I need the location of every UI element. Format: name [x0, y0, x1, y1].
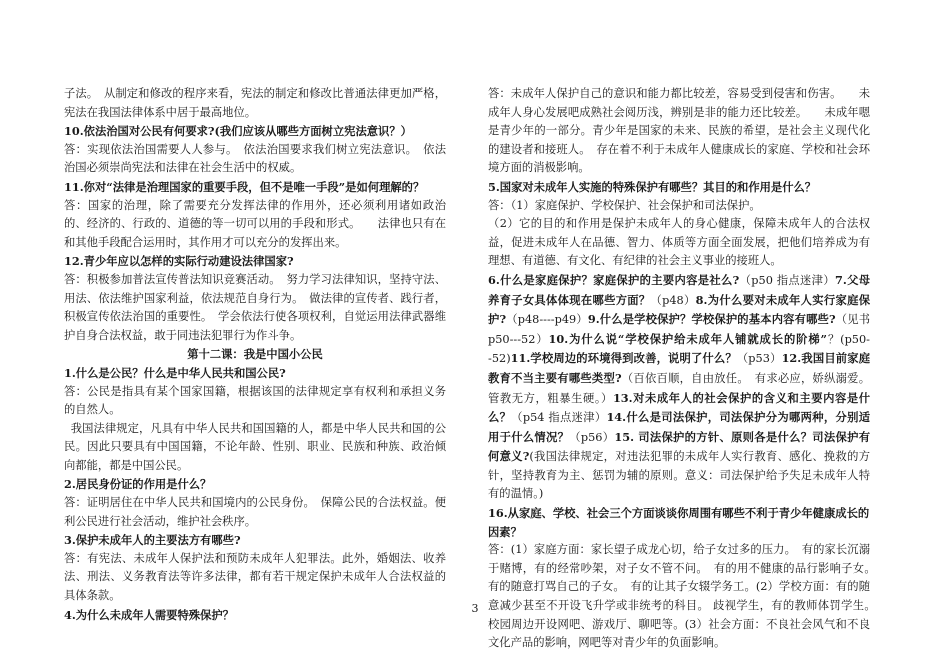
- left-column: [64, 85, 446, 624]
- question-heading: 2.居民身份证的作用是什么？: [64, 477, 212, 492]
- question-inline: 6.什么是家庭保护？家庭保护的主要内容是社么?: [488, 272, 740, 287]
- question-inline: 7.父母养育子女具体体现在哪些方面？: [488, 272, 871, 307]
- page-number: 3: [471, 602, 479, 615]
- page-ref: （p50 指点迷津）: [739, 273, 835, 287]
- answer-text: 答：实现依法治国需要人人参与。 依法治国要求我们树立宪法意识。 依法治国必须崇尚宪法和法律在社会生活中的权威。: [64, 142, 446, 175]
- right-column: [488, 85, 882, 653]
- question-inline: 8.为什么要对未成年人实行家庭保护?: [488, 292, 870, 327]
- page-ref: （p48）: [650, 293, 696, 307]
- question-list: [488, 271, 870, 504]
- question-heading: 11.你对“法律是治理国家的重要手段，但不是唯一手段”是如何理解的？: [64, 179, 425, 194]
- question-heading: 5.国家对未成年人实施的特殊保护有哪些？其目的和作用是什么？: [488, 179, 817, 194]
- answer-text: 答：证明居住在中华人民共和国境内的公民身份。 保障公民的合法权益。便利公民进行社会活动，维护社会秩序。: [64, 496, 446, 528]
- question-inline: 15. 司法保护的方针、原则各是什么？司法保护有何意义?: [488, 429, 871, 464]
- question-inline: 12.我国目前家庭教育不当主要有哪些类型?: [488, 351, 871, 385]
- paragraph: 子法。 从制定和修改的程序来看，宪法的制定和修改比普通法律更加严格，宪法在我国法律体系中居于最高地位。: [64, 87, 446, 119]
- question-inline: 10.为什么说“学校保护给未成年人铺就成长的阶梯”: [548, 331, 828, 346]
- answer-text: （2）它的目的和作用是保护未成年人的身心健康，保障未成年人的合法权益，促进未成年人在品德、智力、体质等方面全面发展，把他们培养成为有理想、有道德、有文化、有纪律的社会主义事业的接班人。: [488, 217, 870, 268]
- answer-text: 答：有宪法、未成年人保护法和预防未成年人犯罪法。此外，婚姻法、收养法、刑法、义务教育法等许多法律，都有若干规定保护未成年人合法权益的具体条款。: [64, 551, 446, 603]
- question-heading: 10.依法治国对公民有何要求?(我们应该从哪些方面树立宪法意识？）: [64, 124, 412, 139]
- lesson-title: 第十二课：我是中国小公民: [187, 347, 323, 362]
- answer-text: 答：（1）家庭保护、学校保护、社会保护和司法保护。: [488, 198, 761, 212]
- answer-text: 答：国家的治理，除了需要充分发挥法律的作用外，还必须利用诸如政治的、经济的、行政的、道德的等一切可以用的手段和形式。 法律也只有在和其他手段配合运用时，其作用才可以充分的发挥出来。: [64, 198, 446, 249]
- question-inline: 13.对未成年人的社会保护的含义和主要内容是什么？: [488, 390, 871, 425]
- question-inline: 11.学校周边的环境得到改善，说明了什么？: [510, 351, 737, 366]
- inline-answer: （百依百顺，自由放任。 有求必应，娇纵溺爱。管教无方，粗暴生硬。）: [488, 371, 871, 405]
- inline-answer: (我国法律规定，对违法犯罪的未成年人实行教育、感化、挽救的方针，坚持教育为主、惩罚为辅的原则。意义：司法保护给予失足未成年人特有的温情。): [488, 450, 870, 501]
- question-inline: 9.什么是学校保护？学校保护的基本内容有哪些?: [587, 312, 836, 327]
- question-heading: 12.青少年应以怎样的实际行动建设法律国家?: [64, 254, 294, 269]
- answer-text: 答：公民是指具有某个国家国籍，根据该国的法律规定享有权利和承担义务的自然人。: [64, 384, 446, 417]
- question-heading: 4.为什么未成年人需要特殊保护？: [64, 607, 234, 622]
- question-heading: 16.从家庭、学校、社会三个方面谈谈你周围有哪些不利于青少年健康成长的因素？: [488, 506, 870, 539]
- page-ref: （p48----p49）: [506, 313, 588, 327]
- answer-text: 我国法律规定，凡具有中华人民共和国国籍的人，都是中华人民共和国的公民。因此只要具有中国国籍，不论年龄、性别、职业、民族和种族、政治倾向都能，都是中国公民。: [64, 421, 446, 472]
- question-heading: 1.什么是公民？什么是中华人民共和国公民?: [64, 365, 286, 380]
- answer-text: 答：积极参加普法宣传普法知识竞赛活动。 努力学习法律知识，坚持守法、用法、依法维护国家利益，依法规范自身行为。 做法律的宣传者、践行者，积极宣传依法治国的重要性。 学会依法行使各项权利，自觉运用法律武器维护自身合法权益，敢于同违法犯罪行为作斗争。: [64, 272, 446, 342]
- page-ref: （见书 p50---52）: [488, 313, 870, 346]
- page-ref: （p56）: [569, 430, 615, 444]
- page-ref: （p53）: [736, 352, 782, 366]
- page-ref: （p54 指点迷津）: [511, 411, 607, 425]
- page-ref: ？(p50--52): [488, 332, 871, 366]
- answer-text: 答：未成年人保护自己的意识和能力都比较差，容易受到侵害和伤害。 未成年人身心发展吧成熟社会阅历浅，辨别是非的能力还比较差。 未成年嗯是青少年的一部分。青少年是国家的未来、民族的希望，是社会主义现代化的建设者和接班人。 存在着不利于未成年人健康成长的家庭、学校和社会环境方面的消极影响。: [488, 87, 870, 175]
- answer-text: 答：(1）家庭方面：家长望子成龙心切，给子女过多的压力。 有的家长沉溺于赌博，有的经常吵架，对子女不管不问。 有的用不健康的品行影响子女。 有的随意打骂自己的子女。 有的让其子女辍学务工。(2）学校方面：有的随意减少甚至不开设飞升学或非统考的科目。 歧视学生，有的教师体罚学生。 校园周边开设网吧、游戏厅、聊吧等。(3）社会方面：不良社会风气和不良文化产品的影响，网吧等对青少年的负面影响。: [488, 543, 882, 650]
- question-heading: 3.保护未成年人的主要法方有哪些?: [64, 533, 241, 548]
- question-inline: 14.什么是司法保护，司法保护分为哪两种，分别适用于什么情况？: [488, 410, 870, 444]
